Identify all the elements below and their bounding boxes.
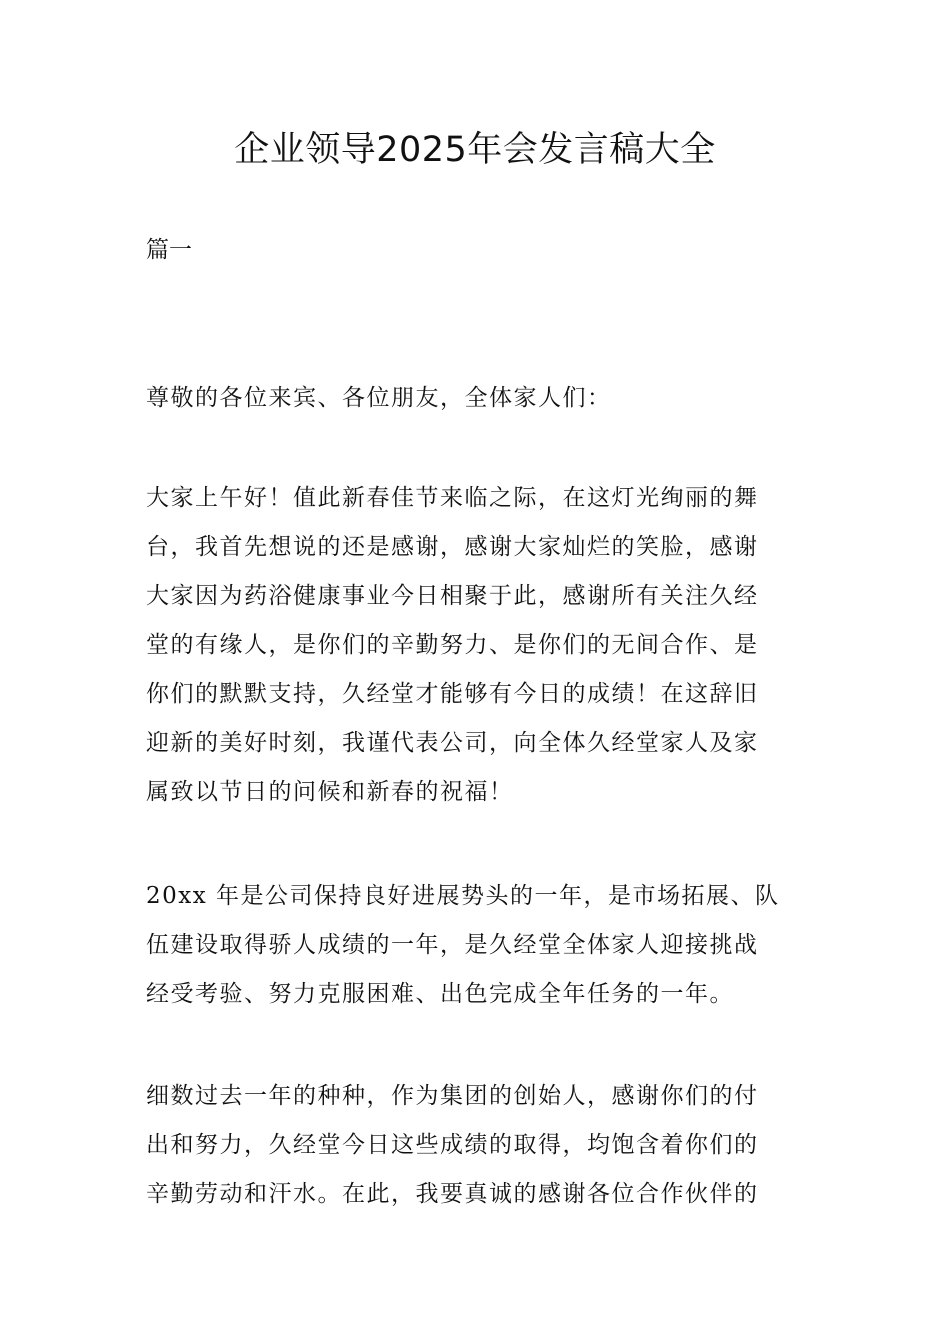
document-title: 企业领导2025年会发言稿大全: [234, 130, 716, 170]
paragraph-line: 你们的默默支持，久经堂才能够有今日的成绩！在这辞旧: [146, 681, 759, 707]
paragraph-line: 伍建设取得骄人成绩的一年，是久经堂全体家人迎接挑战: [146, 932, 759, 958]
greeting-paragraph: [146, 374, 816, 423]
paragraph-line: 经受考验、努力克服困难、出色完成全年任务的一年。: [146, 981, 734, 1007]
paragraph-line: 属致以节日的问候和新春的祝福！: [146, 779, 514, 805]
body-paragraph-1: [146, 474, 816, 817]
paragraph-line: 大家因为药浴健康事业今日相聚于此，感谢所有关注久经: [146, 583, 759, 609]
section-label: 篇一: [146, 237, 192, 263]
paragraph-line: 堂的有缘人，是你们的辛勤努力、是你们的无间合作、是: [146, 632, 759, 658]
paragraph-line: 辛勤劳动和汗水。在此，我要真诚的感谢各位合作伙伴的: [146, 1181, 759, 1207]
body-paragraph-2: [146, 872, 816, 1019]
paragraph-line: 台，我首先想说的还是感谢，感谢大家灿烂的笑脸，感谢: [146, 534, 759, 560]
body-paragraph-3: [146, 1072, 816, 1219]
paragraph-line: 大家上午好！值此新春佳节来临之际，在这灯光绚丽的舞: [146, 485, 759, 511]
paragraph-line: 迎新的美好时刻，我谨代表公司，向全体久经堂家人及家: [146, 730, 759, 756]
paragraph-line: 细数过去一年的种种，作为集团的创始人，感谢你们的付: [146, 1083, 759, 1109]
greeting-line: 尊敬的各位来宾、各位朋友，全体家人们：: [146, 385, 612, 411]
paragraph-line: 20xx 年是公司保持良好进展势头的一年，是市场拓展、队: [146, 883, 780, 909]
paragraph-line: 出和努力，久经堂今日这些成绩的取得，均饱含着你们的: [146, 1132, 759, 1158]
